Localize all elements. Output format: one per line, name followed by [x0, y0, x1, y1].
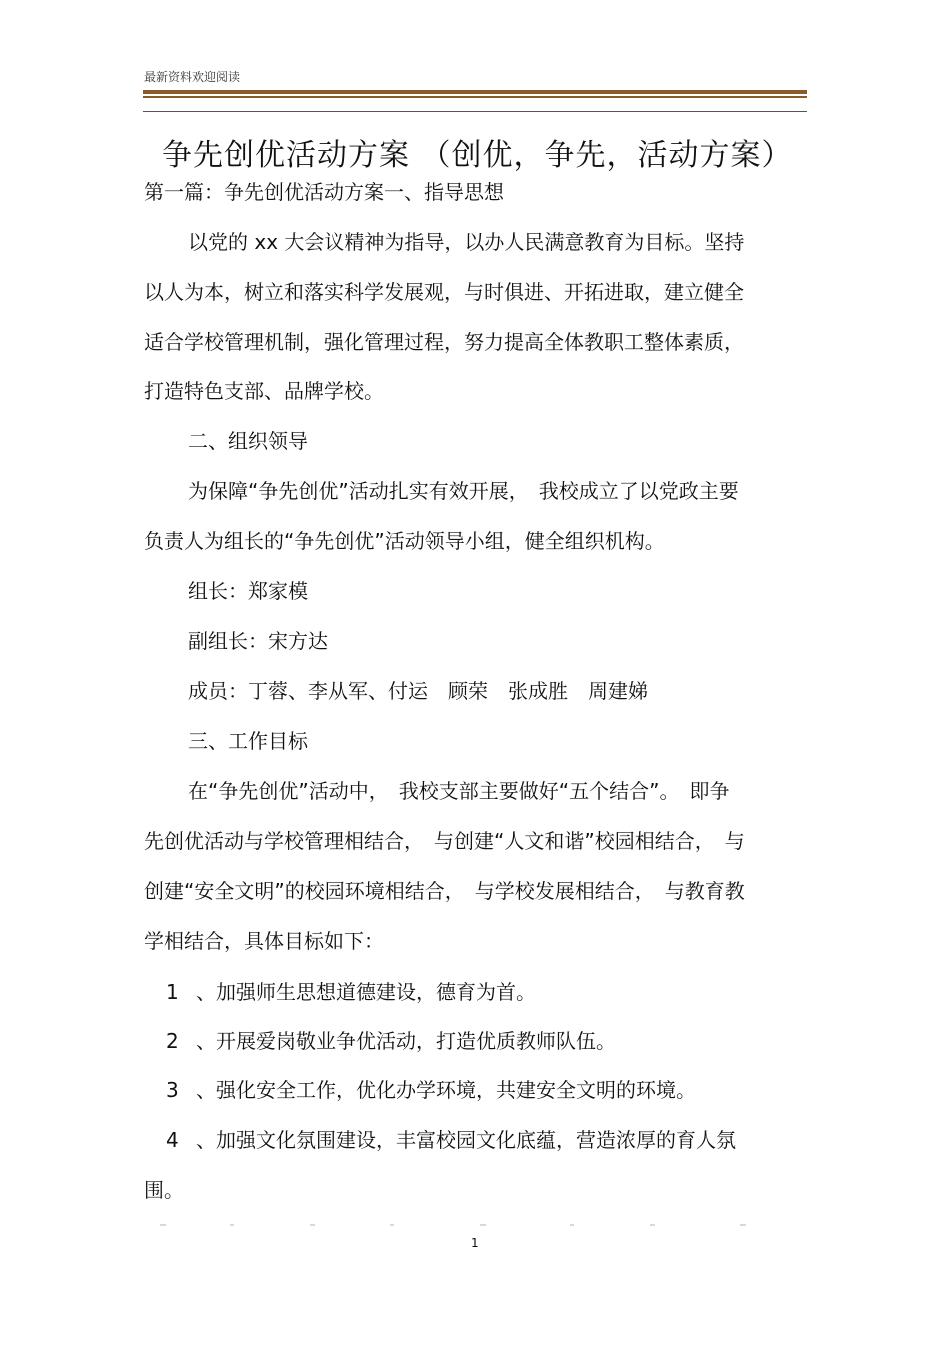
goal-number: 3 — [166, 1078, 179, 1102]
goal-item-3 — [166, 1078, 696, 1102]
paragraph-1-line-4: 打造特色支部、品牌学校。 — [144, 379, 384, 403]
header-rule-thin — [143, 96, 807, 98]
header-rule-thick — [143, 90, 807, 94]
header-rule-divider — [143, 111, 807, 112]
leader-line: 组长：郑家模 — [188, 579, 308, 603]
paragraph-3-line-4: 学相结合，具体目标如下： — [144, 929, 384, 953]
paragraph-3-line-1: 在“争先创优”活动中， 我校支部主要做好“五个结合”。 即争 — [188, 779, 730, 803]
section-heading-3: 三、工作目标 — [188, 729, 308, 753]
section-heading-2: 二、组织领导 — [188, 429, 308, 453]
goal-number: 1 — [166, 980, 179, 1004]
page-header-text: 最新资料欢迎阅读 — [144, 70, 241, 84]
paragraph-2-line-1: 为保障“争先创优”活动扎实有效开展， 我校成立了以党政主要 — [188, 479, 739, 503]
page-bottom-artifact — [150, 1222, 800, 1228]
paragraph-3-line-2: 先创优活动与学校管理相结合， 与创建“人文和谐”校园相结合， 与 — [144, 829, 745, 853]
goal-item-4 — [166, 1128, 736, 1152]
goal-number: 4 — [166, 1128, 179, 1152]
goal-number: 2 — [166, 1029, 179, 1053]
goal-text: 、加强文化氛围建设，丰富校园文化底蕴，营造浓厚的育人氛 — [196, 1128, 736, 1152]
goal-item-4-continuation: 围。 — [144, 1178, 184, 1202]
page-number: 1 — [471, 1236, 479, 1250]
vice-leader-line: 副组长：宋方达 — [188, 629, 328, 653]
paragraph-2-line-2: 负责人为组长的“争先创优”活动领导小组，健全组织机构。 — [144, 529, 665, 553]
paragraph-1-line-3: 适合学校管理机制，强化管理过程，努力提高全体教职工整体素质， — [144, 330, 744, 354]
goal-item-1 — [166, 980, 536, 1004]
goal-item-2 — [166, 1029, 616, 1053]
paragraph-1-line-1: 以党的 xx 大会议精神为指导，以办人民满意教育为目标。坚持 — [188, 230, 745, 254]
paragraph-1-line-2: 以人为本，树立和落实科学发展观，与时俱进、开拓进取，建立健全 — [144, 280, 744, 304]
goal-text: 、开展爱岗敬业争优活动，打造优质教师队伍。 — [196, 1029, 616, 1053]
section-heading-1: 第一篇：争先创优活动方案一、指导思想 — [144, 180, 504, 204]
paragraph-3-line-3: 创建“安全文明”的校园环境相结合， 与学校发展相结合， 与教育教 — [144, 879, 745, 903]
goal-text: 、强化安全工作，优化办学环境，共建安全文明的环境。 — [196, 1078, 696, 1102]
document-title: 争先创优活动方案 （创优，争先，活动方案） — [162, 138, 793, 173]
goal-text: 、加强师生思想道德建设，德育为首。 — [196, 980, 536, 1004]
members-line: 成员：丁蓉、李从军、付运 顾荣 张成胜 周建娣 — [188, 679, 648, 703]
